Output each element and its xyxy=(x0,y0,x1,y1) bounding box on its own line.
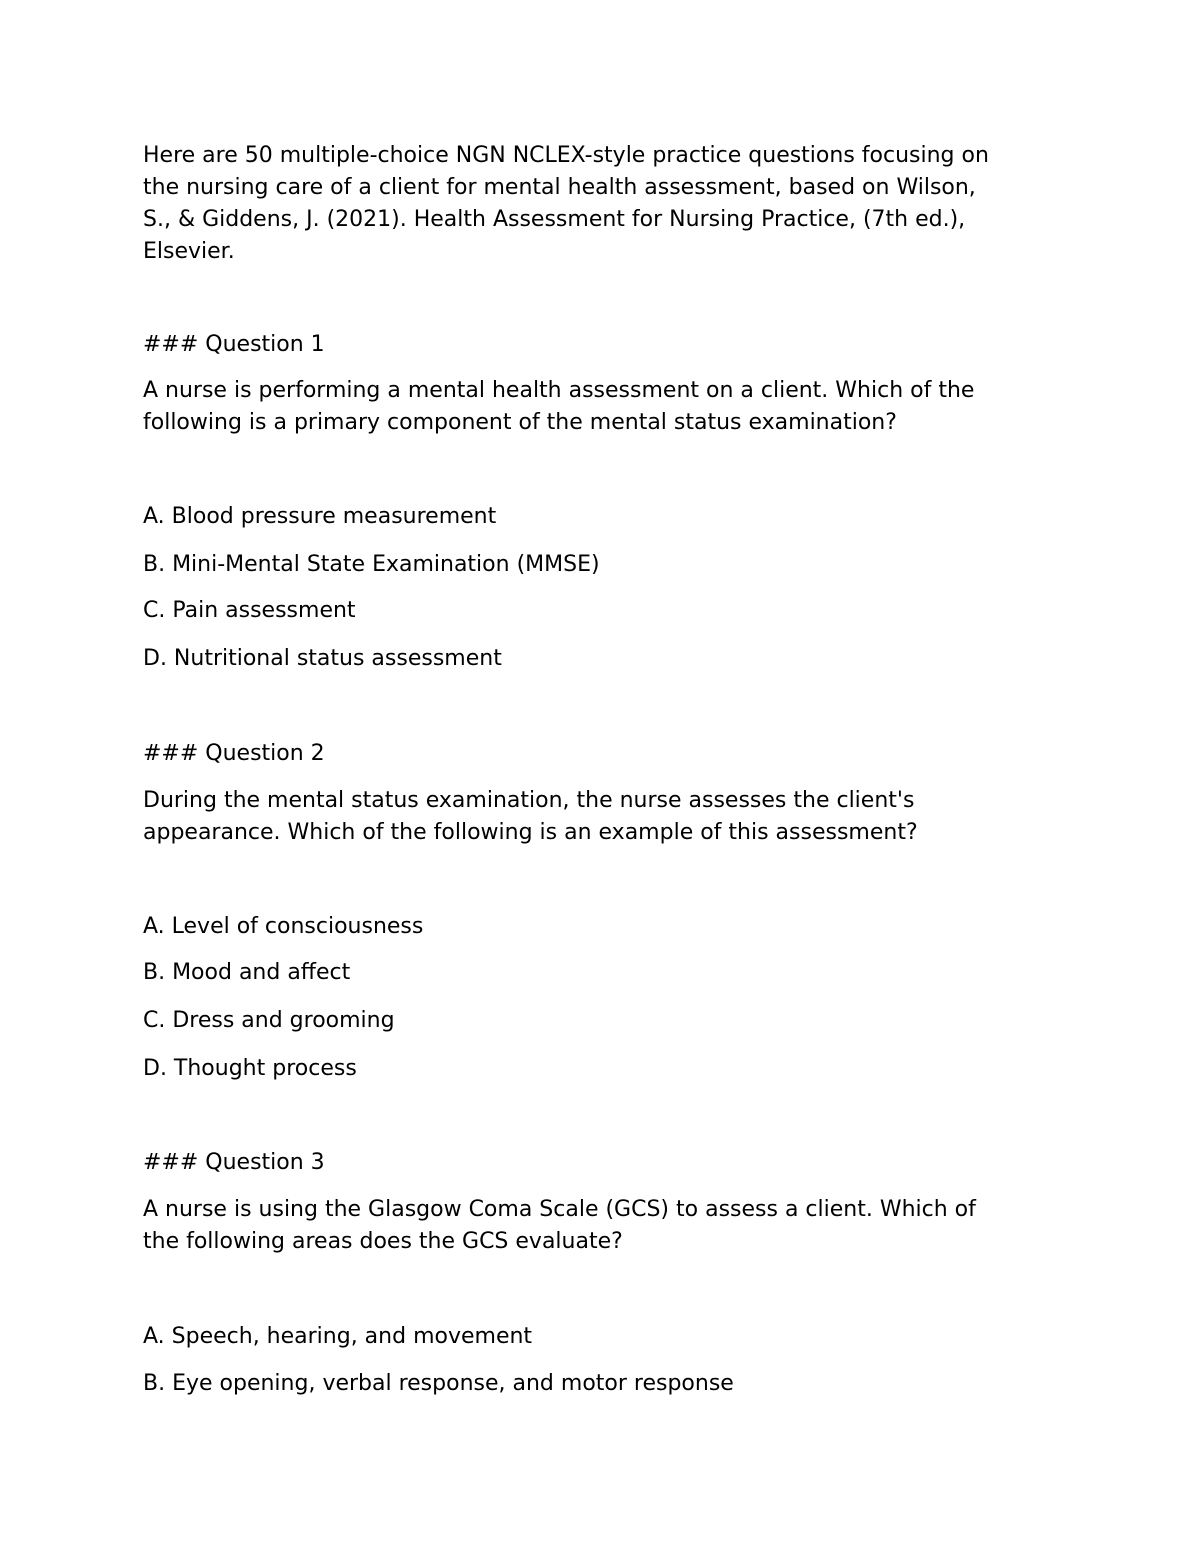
intro-line: Elsevier. xyxy=(143,239,235,264)
question-3-option-b: B. Eye opening, verbal response, and motor response xyxy=(143,1371,734,1396)
question-2-heading: ### Question 2 xyxy=(143,741,325,766)
intro-paragraph xyxy=(143,140,1073,268)
intro-line: S., & Giddens, J. (2021). Health Assessment for Nursing Practice, (7th ed.), xyxy=(143,207,966,232)
question-2-option-a: A. Level of consciousness xyxy=(143,914,424,939)
question-stem-line: During the mental status examination, the nurse assesses the client's xyxy=(143,788,915,813)
question-stem-line: appearance. Which of the following is an example of this assessment? xyxy=(143,820,918,845)
question-3-stem xyxy=(143,1194,1073,1258)
question-stem-line: following is a primary component of the mental status examination? xyxy=(143,410,897,435)
question-2-option-c: C. Dress and grooming xyxy=(143,1008,395,1033)
question-1-stem xyxy=(143,375,1073,439)
question-1-heading: ### Question 1 xyxy=(143,332,325,357)
question-1-option-d: D. Nutritional status assessment xyxy=(143,646,502,671)
question-1-option-a: A. Blood pressure measurement xyxy=(143,504,497,529)
question-stem-line: the following areas does the GCS evaluate? xyxy=(143,1229,623,1254)
question-2-stem xyxy=(143,785,1073,849)
question-1-option-c: C. Pain assessment xyxy=(143,598,356,623)
question-3-heading: ### Question 3 xyxy=(143,1150,325,1175)
question-2-option-d: D. Thought process xyxy=(143,1056,357,1081)
question-stem-line: A nurse is performing a mental health assessment on a client. Which of the xyxy=(143,378,975,403)
question-stem-line: A nurse is using the Glasgow Coma Scale (GCS) to assess a client. Which of xyxy=(143,1197,976,1222)
question-2-option-b: B. Mood and affect xyxy=(143,960,351,985)
question-1-option-b: B. Mini-Mental State Examination (MMSE) xyxy=(143,552,600,577)
intro-line: Here are 50 multiple-choice NGN NCLEX-style practice questions focusing on xyxy=(143,143,989,168)
intro-line: the nursing care of a client for mental health assessment, based on Wilson, xyxy=(143,175,976,200)
question-3-option-a: A. Speech, hearing, and movement xyxy=(143,1324,533,1349)
